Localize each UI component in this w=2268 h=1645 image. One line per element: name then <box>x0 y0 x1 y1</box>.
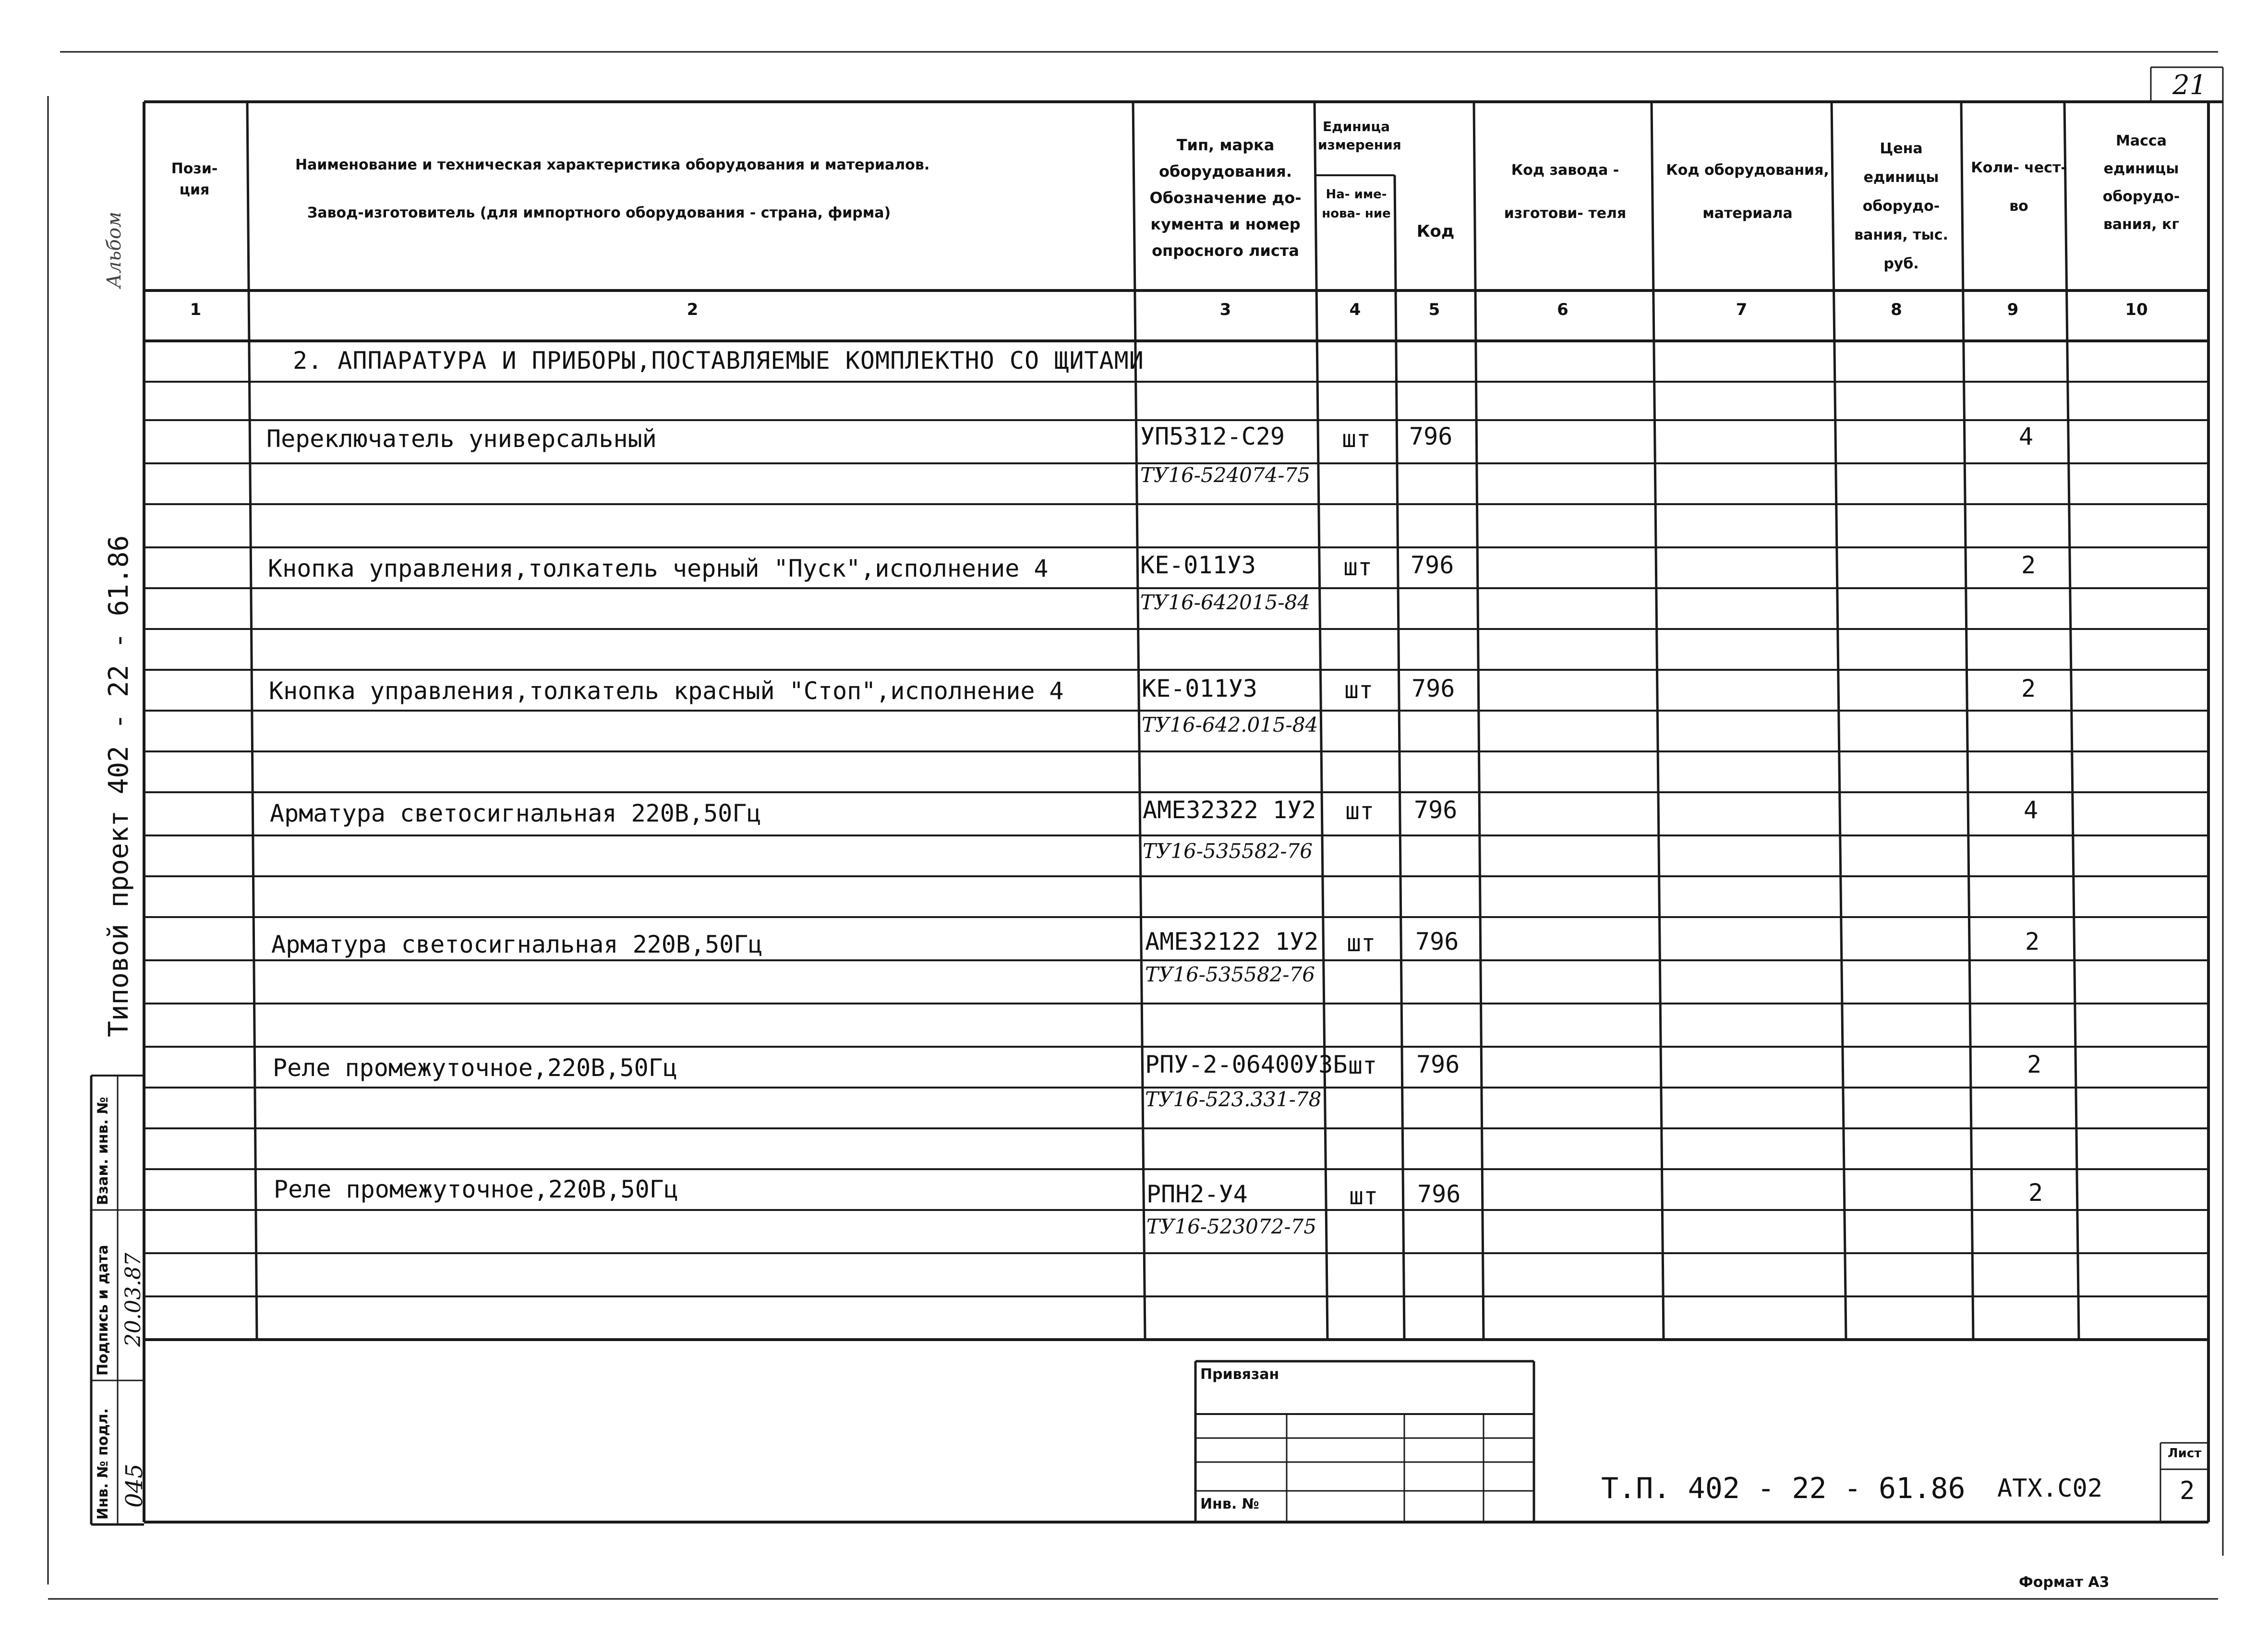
column-number: 2 <box>687 300 699 319</box>
column-number: 1 <box>190 300 202 319</box>
item-unit: шт <box>1344 676 1374 704</box>
item-type: КЕ-011У3 <box>1140 551 1256 579</box>
column-number: 5 <box>1428 300 1440 319</box>
item-quantity: 2 <box>2021 675 2036 702</box>
stamp-inv-no: Инв. № <box>1200 1496 1259 1512</box>
header-factory-code: Код завода - изготови- теля <box>1504 162 1627 222</box>
item-unit-code: 796 <box>1409 423 1453 450</box>
item-name: Переключатель универсальный <box>266 425 657 453</box>
column-number: 6 <box>1557 300 1568 319</box>
header-position: Пози- ция <box>171 160 218 198</box>
header-unit-name: На- име- нова- ние <box>1322 187 1391 221</box>
item-type: АМЕ32122 1У2 <box>1145 928 1319 956</box>
field-replacement-inv: Взам. инв. № <box>95 1097 111 1205</box>
item-unit: шт <box>1342 425 1371 453</box>
column-number: 9 <box>2007 300 2019 319</box>
header-unit-group: Единица измерения <box>1318 119 1401 153</box>
stamp-sheet-code: АТХ.С02 <box>1997 1474 2103 1503</box>
item-unit-code: 796 <box>1416 1051 1460 1078</box>
item-unit: шт <box>1348 1052 1377 1079</box>
item-doc: ТУ16-523072-75 <box>1146 1215 1316 1238</box>
item-type: АМЕ32322 1У2 <box>1143 796 1316 824</box>
project-label: Типовой проект 402 - 22 - 61.86 <box>103 535 134 1037</box>
item-name: Кнопка управления,толкатель красный "Стоп",исполнение 4 <box>269 677 1064 705</box>
item-unit-code: 796 <box>1417 1180 1461 1208</box>
item-quantity: 2 <box>2028 1179 2043 1207</box>
field-orig-inv-value: 045 <box>121 1464 148 1508</box>
item-unit-code: 796 <box>1414 796 1458 824</box>
item-unit-code: 796 <box>1415 928 1459 956</box>
item-doc: ТУ16-642.015-84 <box>1142 713 1318 737</box>
item-type: РПУ-2-06400У3Б <box>1145 1051 1348 1078</box>
item-doc: ТУ16-523.331-78 <box>1145 1088 1322 1111</box>
item-unit-code: 796 <box>1411 551 1454 579</box>
item-type: РПН2-У4 <box>1146 1180 1248 1208</box>
item-quantity: 2 <box>2025 928 2040 956</box>
item-quantity: 4 <box>2024 796 2039 824</box>
item-name: Арматура светосигнальная 220В,50Гц <box>270 799 761 827</box>
item-quantity: 2 <box>2021 551 2036 579</box>
item-name: Реле промежуточное,220В,50Гц <box>274 1175 678 1203</box>
header-type: Тип, марка оборудования. Обозначение до- кумента и номер опросного листа <box>1149 136 1302 260</box>
item-type: УП5312-С29 <box>1140 423 1285 450</box>
column-number: 3 <box>1219 300 1231 319</box>
corner-scribble: Альбом <box>103 211 125 288</box>
header-name-line2: Завод-изготовитель (для импортного оборудования - страна, фирма) <box>307 205 891 221</box>
item-doc: ТУ16-535582-76 <box>1145 963 1315 986</box>
item-unit: шт <box>1349 1182 1378 1210</box>
format-label: Формат А3 <box>2019 1574 2110 1591</box>
item-doc: ТУ16-524074-75 <box>1140 463 1310 487</box>
item-unit-code: 796 <box>1411 675 1455 702</box>
header-equipment-code: Код оборудования, материала <box>1666 162 1829 222</box>
item-doc: ТУ16-642015-84 <box>1140 591 1310 614</box>
item-doc: ТУ16-535582-76 <box>1143 839 1313 863</box>
header-mass: Масса единицы оборудо- вания, кг <box>2102 133 2180 233</box>
header-name-line1: Наименование и техническая характеристика оборудования и материалов. <box>295 157 930 173</box>
item-unit: шт <box>1345 797 1375 825</box>
column-number: 4 <box>1349 300 1361 319</box>
item-unit: шт <box>1343 553 1373 581</box>
item-name: Кнопка управления,толкатель черный "Пуск",исполнение 4 <box>268 555 1049 582</box>
page-corner-number: 21 <box>2172 70 2207 101</box>
item-name: Арматура светосигнальная 220В,50Гц <box>271 931 763 958</box>
stamp-sheet-number: 2 <box>2180 1476 2195 1505</box>
item-name: Реле промежуточное,220В,50Гц <box>273 1054 677 1082</box>
field-orig-inv: Инв. № подл. <box>95 1408 111 1520</box>
item-type: КЕ-011У3 <box>1142 675 1257 702</box>
field-signature-date: Подпись и дата <box>95 1245 111 1376</box>
field-signature-date-value: 20.03.87 <box>121 1253 145 1347</box>
item-quantity: 2 <box>2027 1051 2042 1078</box>
item-quantity: 4 <box>2019 423 2034 450</box>
stamp-privyazan: Привязан <box>1200 1366 1279 1383</box>
item-unit: шт <box>1347 929 1376 957</box>
column-number: 8 <box>1891 300 1902 319</box>
stamp-doc-code: Т.П. 402 - 22 - 61.86 <box>1601 1472 1966 1505</box>
stamp-sheet-label: Лист <box>2168 1446 2202 1461</box>
column-number: 10 <box>2125 300 2148 319</box>
header-quantity: Коли- чест- во <box>1971 159 2067 215</box>
header-unit-code: Код <box>1416 222 1455 241</box>
header-price: Цена единицы оборудо- вания, тыс. руб. <box>1854 140 1948 272</box>
column-number: 7 <box>1736 300 1748 319</box>
section-title: 2. АППАРАТУРА И ПРИБОРЫ,ПОСТАВЛЯЕМЫЕ КОМПЛЕКТНО СО ЩИТАМИ <box>293 347 1144 375</box>
